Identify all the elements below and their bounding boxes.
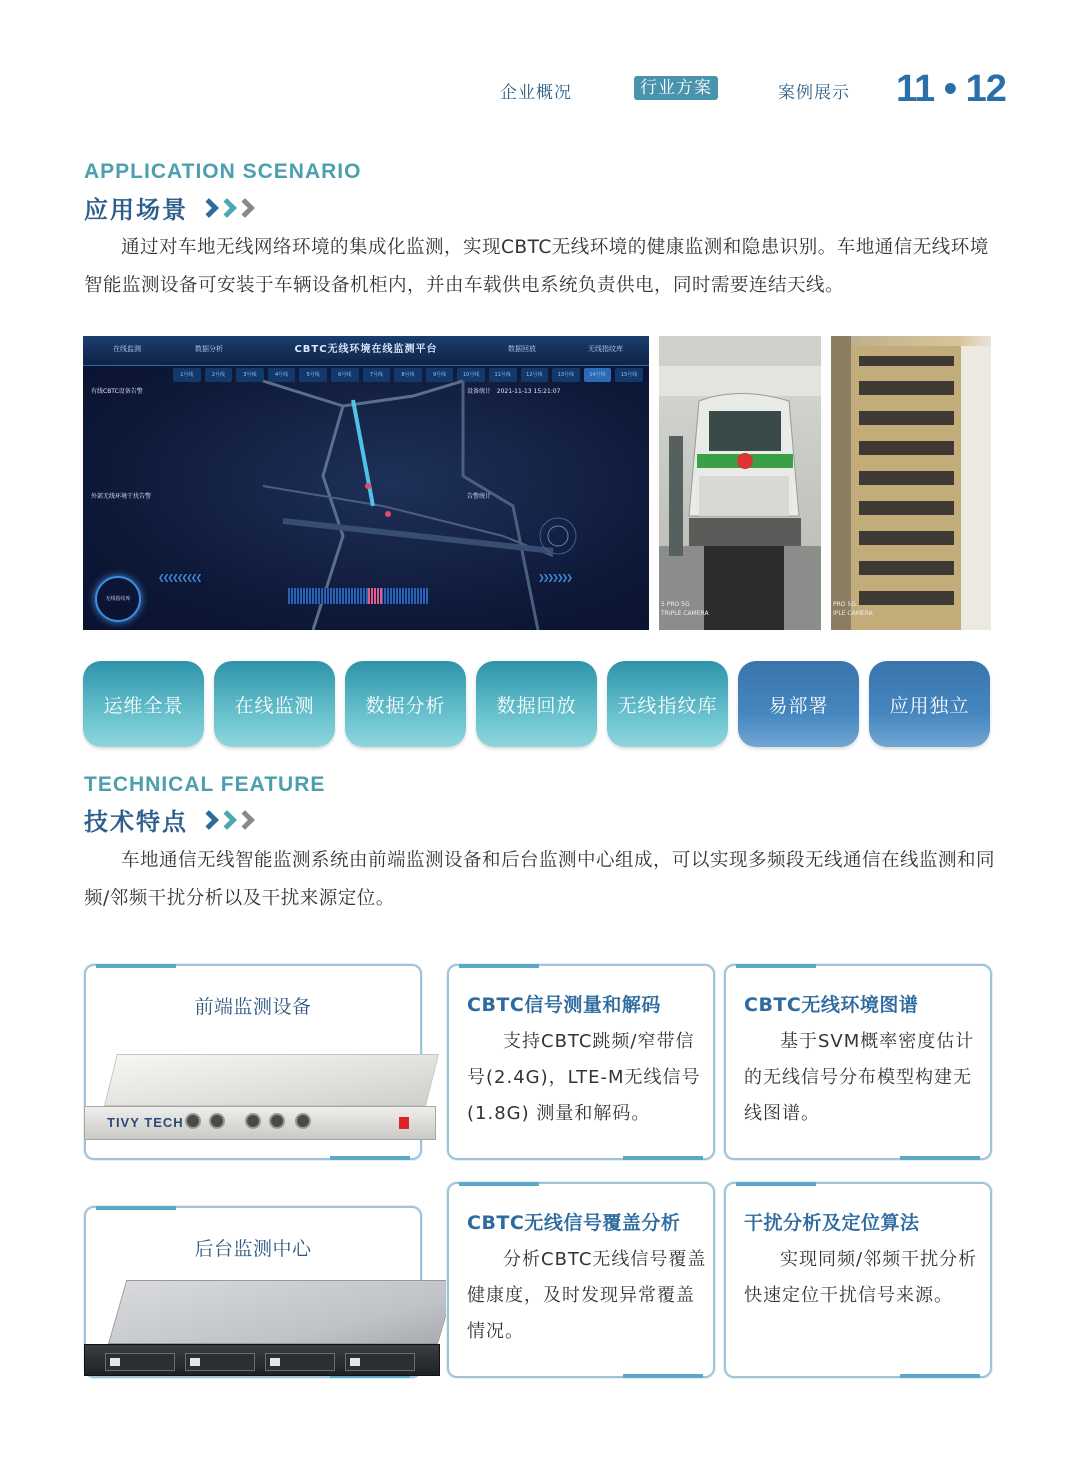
arrows-icon: ❮❮❮❮❮❮❮❮❮ xyxy=(158,573,201,582)
line-tab: 13号线 xyxy=(552,368,580,382)
application-paragraph: 通过对车地无线网络环境的集成化监测，实现CBTC无线环境的健康监测和隐患识别。车地通信无线环境智能监测设备可安装于车辆设备机柜内，并由车载供电系统负责供电，同时需要连结天线。 xyxy=(84,237,989,296)
camera-text: 5 PRO 5G xyxy=(661,601,690,608)
feature-data-playback[interactable]: 数据回放 xyxy=(476,661,597,747)
section-title: 技术特点 xyxy=(84,808,188,836)
feature-standalone[interactable]: 应用独立 xyxy=(869,661,990,747)
card-title: CBTC无线环境图谱 xyxy=(744,994,919,1016)
nav-item-solutions[interactable]: 行业方案 xyxy=(634,76,718,100)
server-face xyxy=(84,1344,440,1376)
dashboard-screenshot xyxy=(83,336,649,630)
port-icon xyxy=(245,1113,261,1129)
line-tab: 15号线 xyxy=(615,368,643,382)
feature-card xyxy=(447,964,715,1160)
line-tab: 11号线 xyxy=(489,368,517,382)
chevron-right-icon xyxy=(202,813,256,827)
panel-heading: 告警统计 xyxy=(467,493,492,500)
section-title: 应用场景 xyxy=(84,196,188,224)
card-body: 实现同频/邻频干扰分析快速定位干扰信号来源。 xyxy=(744,1249,978,1306)
map-roads xyxy=(83,336,649,630)
backend-server-image xyxy=(84,1280,440,1376)
panel-heading: 外部无线环境干扰告警 xyxy=(91,493,152,500)
arrows-icon: ❯❯❯❯❯❯❯ xyxy=(538,573,571,582)
dashboard-tab: 数据回放 xyxy=(508,345,536,353)
server-lid xyxy=(108,1280,456,1344)
camera-text: TRIPLE CAMERA xyxy=(661,610,709,617)
line-tab: 2号线 xyxy=(205,368,233,382)
card-title: CBTC信号测量和解码 xyxy=(467,994,661,1016)
card-body: 基于SVM概率密度估计的无线信号分布模型构建无线图谱。 xyxy=(744,1031,975,1124)
drive-bay xyxy=(345,1353,415,1371)
section-heading-en: TECHNICAL FEATURE xyxy=(84,773,326,796)
dashboard-tab: 无线指纹库 xyxy=(588,345,623,353)
front-device-title: 前端监测设备 xyxy=(194,996,312,1018)
feature-card xyxy=(724,1182,992,1378)
camera-watermark xyxy=(833,600,873,618)
stats-title: 设备统计 xyxy=(467,388,492,395)
feature-ops-overview[interactable]: 运维全景 xyxy=(83,661,204,747)
line-tab: 5号线 xyxy=(299,368,327,382)
port-icon xyxy=(209,1113,225,1129)
line-tab: 12号线 xyxy=(521,368,549,382)
chevron-right-icon xyxy=(202,201,256,215)
line-tab: 6号线 xyxy=(331,368,359,382)
alarm-stats-panel xyxy=(467,491,637,504)
feature-card xyxy=(724,964,992,1160)
section-heading-zh xyxy=(84,190,256,225)
panel-heading: 有线CBTC设备告警 xyxy=(91,388,143,395)
camera-text: PRO 5G xyxy=(833,601,856,608)
line-tab: 1号线 xyxy=(173,368,201,382)
camera-text: IPLE CAMERA xyxy=(833,610,873,617)
card-title: CBTC无线信号覆盖分析 xyxy=(467,1212,681,1234)
dashboard-title: CBTC无线环境在线监测平台 xyxy=(294,344,438,355)
cabinet-illustration xyxy=(831,336,991,630)
cabinet-photo xyxy=(831,336,991,630)
line-tab: 9号线 xyxy=(426,368,454,382)
drive-bay xyxy=(265,1353,335,1371)
device-lid xyxy=(104,1054,439,1106)
line-tab: 8号线 xyxy=(394,368,422,382)
device-face xyxy=(84,1106,436,1140)
front-device-image xyxy=(84,1054,436,1140)
technical-paragraph: 车地通信无线智能监测系统由前端监测设备和后台监测中心组成，可以实现多频段无线通信在线监测和同频/邻频干扰分析以及干扰来源定位。 xyxy=(84,850,996,909)
train-photo xyxy=(659,336,821,630)
port-icon xyxy=(269,1113,285,1129)
backend-device-title: 后台监测中心 xyxy=(194,1238,312,1260)
interference-panel xyxy=(91,491,251,504)
feature-buttons xyxy=(83,661,991,747)
device-brand: TIVY TECH xyxy=(107,1115,184,1130)
top-nav xyxy=(0,68,1080,110)
page-number: 11 • 12 xyxy=(896,68,1006,110)
stats-date: 2021-11-13 15:21:07 xyxy=(496,388,561,395)
card-body: 分析CBTC无线信号覆盖健康度，及时发现异常覆盖情况。 xyxy=(467,1249,707,1342)
port-icon xyxy=(185,1113,201,1129)
section-heading-en: APPLICATION SCENARIO xyxy=(84,160,362,183)
port-icon xyxy=(295,1113,311,1129)
feature-data-analysis[interactable]: 数据分析 xyxy=(345,661,466,747)
line-tab: 7号线 xyxy=(363,368,391,382)
section-heading-zh xyxy=(84,802,256,837)
drive-bay xyxy=(105,1353,175,1371)
line-tab: 3号线 xyxy=(236,368,264,382)
card-body: 支持CBTC跳频/窄带信号(2.4G)，LTE-M无线信号(1.8G) 测量和解码。 xyxy=(467,1031,701,1124)
line-tab: 4号线 xyxy=(268,368,296,382)
card-title: 干扰分析及定位算法 xyxy=(744,1212,920,1234)
feature-fingerprint-library[interactable]: 无线指纹库 xyxy=(607,661,728,747)
alarm-panel xyxy=(91,386,251,399)
nav-item-company[interactable]: 企业概况 xyxy=(500,83,572,103)
train-illustration xyxy=(659,336,821,630)
drive-bay xyxy=(185,1353,255,1371)
line-tab: 10号线 xyxy=(457,368,485,382)
dashboard-tab: 在线监测 xyxy=(113,345,141,353)
feature-card xyxy=(447,1182,715,1378)
line-tab: 14号线 xyxy=(584,368,612,382)
power-switch-icon xyxy=(399,1117,409,1129)
timeline-hotspot xyxy=(368,588,382,604)
camera-watermark xyxy=(661,600,709,618)
dashboard-tab: 数据分析 xyxy=(195,345,223,353)
nav-item-cases[interactable]: 案例展示 xyxy=(778,83,850,103)
fingerprint-button: 无线指纹库 xyxy=(95,576,141,622)
panel-heading xyxy=(467,386,637,395)
feature-easy-deploy[interactable]: 易部署 xyxy=(738,661,859,747)
timeline-bar xyxy=(288,588,428,604)
stats-panel xyxy=(467,386,637,399)
feature-online-monitoring[interactable]: 在线监测 xyxy=(214,661,335,747)
